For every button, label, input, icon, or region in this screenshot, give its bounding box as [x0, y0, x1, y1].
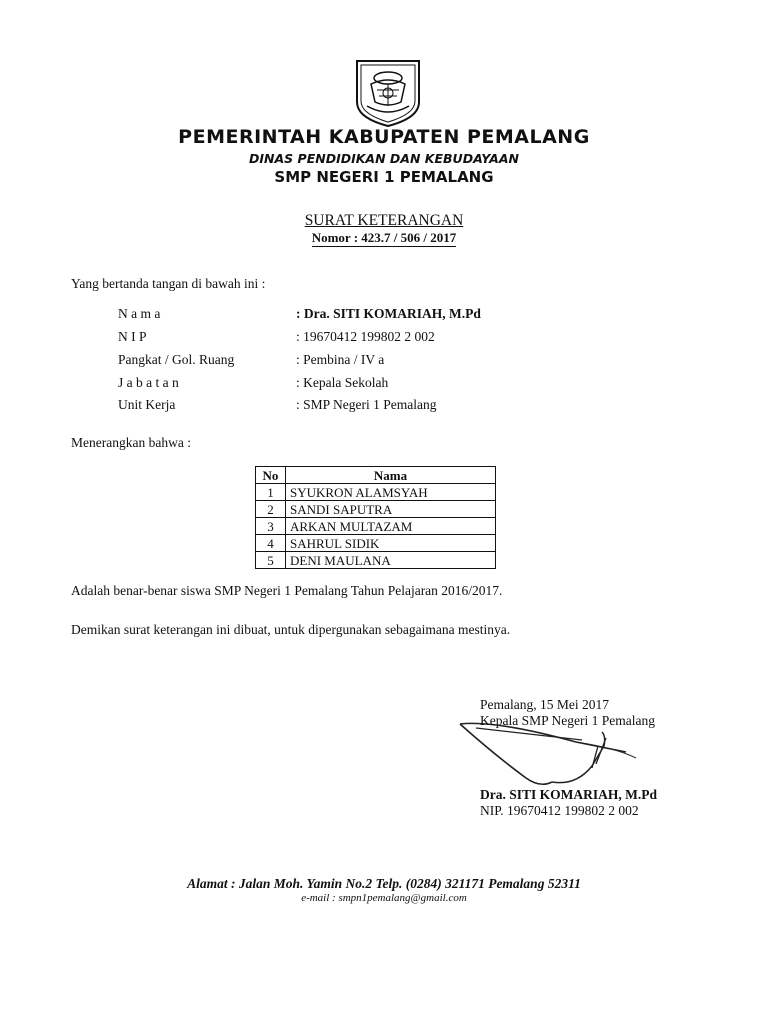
regency-emblem	[353, 58, 423, 128]
students-table	[255, 466, 496, 569]
table-row	[256, 501, 496, 518]
school-name: SMP NEGERI 1 PEMALANG	[274, 168, 494, 186]
letter-title-text: SURAT KETERANGAN	[304, 212, 464, 229]
student-name: ARKAN MULTAZAM	[286, 518, 496, 535]
row-number: 1	[256, 484, 286, 501]
states-text: Menerangkan bahwa :	[71, 435, 191, 450]
intro-text: Yang bertanda tangan di bawah ini :	[71, 276, 266, 291]
letter-title	[0, 212, 768, 230]
signer-name: Dra. SITI KOMARIAH, M.Pd	[480, 787, 658, 802]
signer-name-value: : Dra. SITI KOMARIAH, M.Pd	[296, 306, 481, 321]
row-number: 3	[256, 518, 286, 535]
table-row	[256, 484, 496, 501]
signer-unit-value: : SMP Negeri 1 Pemalang	[296, 397, 437, 412]
signer-name-label: N a m a	[118, 306, 161, 321]
row-number: 4	[256, 535, 286, 552]
signer-rank-label: Pangkat / Gol. Ruang	[118, 352, 235, 367]
student-name: SYUKRON ALAMSYAH	[286, 484, 496, 501]
header-no: No	[256, 467, 286, 484]
signer-nip: NIP. 19670412 199802 2 002	[480, 803, 639, 818]
department-name: DINAS PENDIDIKAN DAN KEBUDAYAAN	[249, 151, 519, 166]
signer-nip-label: N I P	[118, 329, 147, 344]
government-name: PEMERINTAH KABUPATEN PEMALANG	[178, 126, 590, 148]
row-number: 5	[256, 552, 286, 569]
student-name: SANDI SAPUTRA	[286, 501, 496, 518]
footer-email: e-mail : smpn1pemalang@gmail.com	[301, 892, 467, 904]
signer-position-label: J a b a t a n	[118, 375, 179, 390]
signer-nip-value: : 19670412 199802 2 002	[296, 329, 435, 344]
header-name: Nama	[286, 467, 496, 484]
statement-text: Adalah benar-benar siswa SMP Negeri 1 Pemalang Tahun Pelajaran 2016/2017.	[71, 583, 503, 598]
letter-number-text: Nomor : 423.7 / 506 / 2017	[311, 230, 457, 245]
closing-text: Demikan surat keterangan ini dibuat, untuk dipergunakan sebagaimana mestinya.	[71, 622, 511, 637]
table-header-row	[256, 467, 496, 484]
signer-title: Kepala SMP Negeri 1 Pemalang	[480, 713, 655, 728]
signer-unit-label: Unit Kerja	[118, 397, 176, 412]
signer-position-value: : Kepala Sekolah	[296, 375, 389, 390]
student-name: SAHRUL SIDIK	[286, 535, 496, 552]
table-row	[256, 518, 496, 535]
table-row	[256, 552, 496, 569]
letter-number	[0, 230, 768, 246]
place-date: Pemalang, 15 Mei 2017	[480, 697, 609, 712]
footer-address: Alamat : Jalan Moh. Yamin No.2 Telp. (0284) 321171 Pemalang 52311	[187, 876, 581, 891]
student-name: DENI MAULANA	[286, 552, 496, 569]
table-row	[256, 535, 496, 552]
signer-rank-value: : Pembina / IV a	[296, 352, 385, 367]
row-number: 2	[256, 501, 286, 518]
